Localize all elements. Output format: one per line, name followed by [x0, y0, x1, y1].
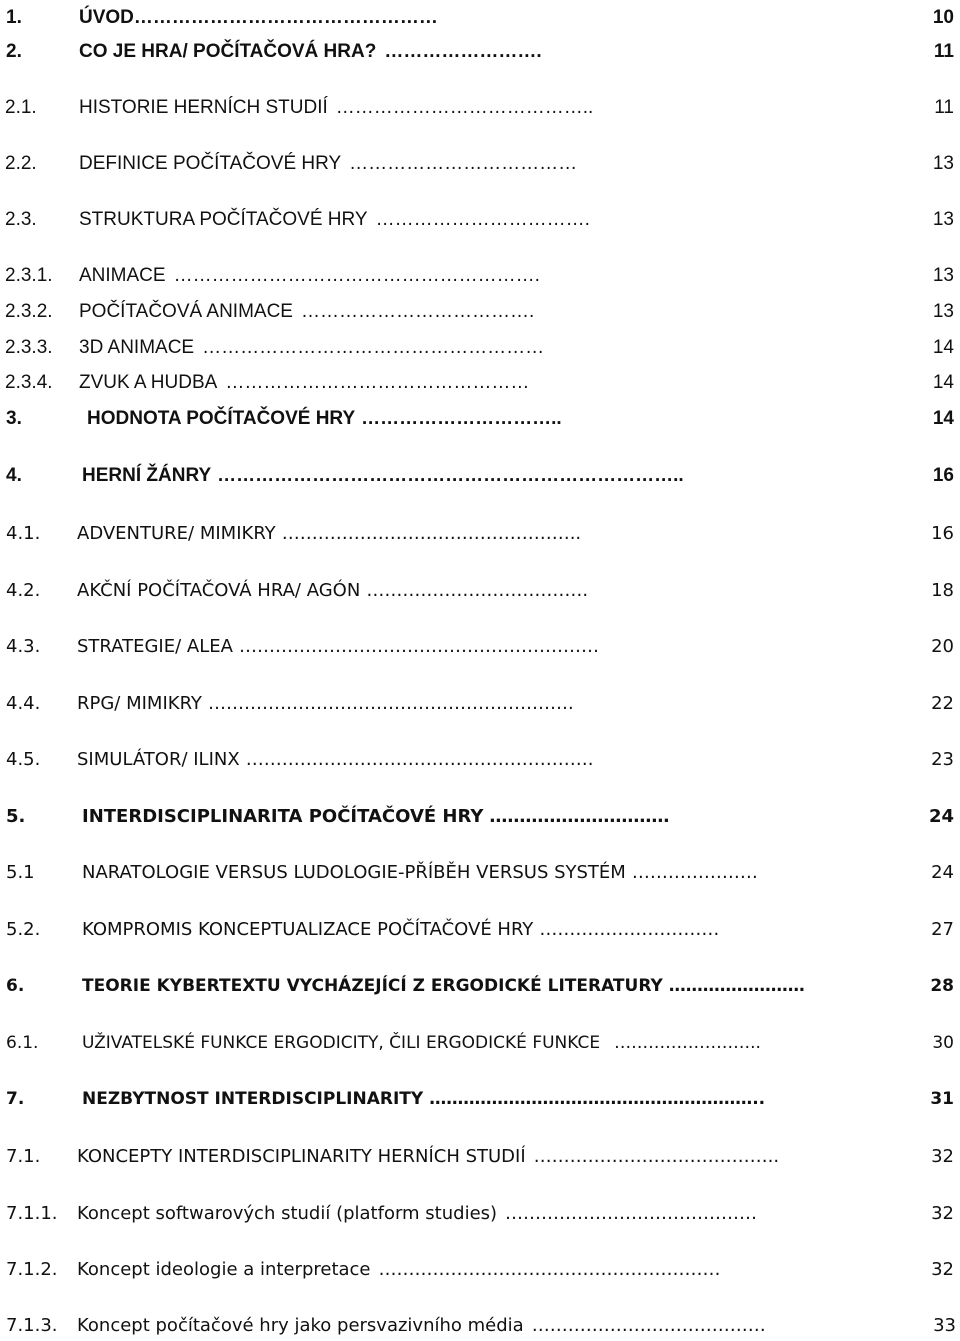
toc-entry-leader: …………………………………	[531, 1314, 766, 1336]
toc-entry-page: 22	[931, 692, 954, 714]
toc-entry-leader: …………………………..	[361, 408, 562, 429]
toc-entry-21[interactable]	[0, 1028, 960, 1058]
toc-entry-number: 4.4.	[6, 692, 41, 714]
toc-entry-number: 2.2.	[5, 153, 37, 174]
toc-entry-leader: ……………………………………………………	[238, 635, 599, 657]
toc-entry-15[interactable]	[0, 688, 960, 718]
toc-entry-number: 5.1	[6, 861, 35, 883]
toc-entry-12[interactable]	[0, 518, 960, 548]
toc-entry-page: 32	[931, 1202, 954, 1224]
toc-entry-6[interactable]	[0, 261, 960, 291]
toc-entry-title: SIMULÁTOR/ ILINX	[77, 748, 240, 770]
toc-entry-11[interactable]	[0, 461, 960, 491]
toc-entry-number: 7.	[6, 1089, 25, 1109]
toc-entry-number: 7.1.	[6, 1145, 41, 1167]
toc-entry-leader: …………………………………………………	[378, 1258, 721, 1280]
toc-entry-4[interactable]	[0, 149, 960, 179]
toc-entry-page: 24	[931, 861, 954, 883]
toc-entry-number: 7.1.3.	[6, 1314, 58, 1336]
toc-entry-page: 32	[931, 1258, 954, 1280]
toc-entry-page: 13	[932, 209, 954, 230]
toc-entry-number: 2.3.1.	[5, 265, 53, 286]
toc-entry-19[interactable]	[0, 914, 960, 944]
toc-entry-leader: …………………………………..	[335, 97, 594, 118]
toc-entry-title: CO JE HRA/ POČÍTAČOVÁ HRA?	[79, 41, 377, 62]
toc-entry-page: 13	[932, 265, 954, 286]
toc-entry-22[interactable]	[0, 1084, 960, 1114]
toc-entry-page: 16	[931, 522, 954, 544]
toc-entry-title: ZVUK A HUDBA	[79, 372, 218, 393]
toc-entry-page: 32	[931, 1145, 954, 1167]
toc-entry-7[interactable]	[0, 297, 960, 327]
toc-entry-page: 11	[933, 41, 954, 62]
toc-entry-number: 1.	[6, 7, 22, 28]
toc-entry-title: AKČNÍ POČÍTAČOVÁ HRA/ AGÓN	[77, 579, 361, 601]
toc-entry-title: KOMPROMIS KONCEPTUALIZACE POČÍTAČOVÉ HRY	[82, 918, 534, 940]
toc-entry-title: Koncept softwarových studií (platform studies)	[77, 1202, 498, 1224]
toc-entry-title: NEZBYTNOST INTERDISCIPLINARITY	[82, 1089, 424, 1109]
toc-entry-number: 2.3.4.	[5, 372, 53, 393]
toc-entry-17[interactable]	[0, 801, 960, 831]
toc-entry-page: 16	[932, 465, 954, 486]
toc-entry-page: 13	[932, 301, 954, 322]
toc-entry-number: 2.3.2.	[5, 301, 53, 322]
toc-entry-25[interactable]	[0, 1254, 960, 1284]
toc-entry-18[interactable]	[0, 857, 960, 887]
toc-entry-title: INTERDISCIPLINARITA POČÍTAČOVÉ HRY	[82, 805, 484, 827]
toc-entry-leader: …………………………………………………..	[429, 1089, 766, 1109]
toc-entry-page: 10	[932, 7, 954, 28]
toc-entry-13[interactable]	[0, 575, 960, 605]
toc-entry-leader: ………………………………………………………………..	[217, 465, 684, 486]
toc-entry-title: STRUKTURA POČÍTAČOVÉ HRY	[79, 209, 368, 230]
toc-entry-title: STRATEGIE/ ALEA	[77, 635, 233, 657]
toc-entry-number: 2.1.	[5, 97, 37, 118]
toc-entry-leader: …………………………	[489, 805, 670, 827]
toc-entry-title: Koncept ideologie a interpretace	[77, 1258, 371, 1280]
toc-entry-16[interactable]	[0, 744, 960, 774]
toc-entry-number: 5.	[6, 805, 26, 827]
toc-entry-number: 2.	[6, 41, 22, 62]
toc-entry-number: 3.	[6, 408, 22, 429]
toc-entry-leader: ………………………………………………….	[245, 748, 594, 770]
toc-entry-leader: …………………………….	[375, 209, 590, 230]
toc-entry-number: 4.1.	[6, 522, 41, 544]
toc-entry-number: 2.3.3.	[5, 337, 53, 358]
toc-entry-8[interactable]	[0, 333, 960, 363]
toc-entry-page: 14	[932, 372, 954, 393]
toc-entry-20[interactable]	[0, 971, 960, 1001]
toc-entry-leader: ……………………..	[614, 1033, 761, 1053]
toc-entry-page: 14	[932, 408, 954, 429]
toc-entry-title: 3D ANIMACE	[79, 337, 195, 358]
toc-entry-page: 27	[931, 918, 954, 940]
toc-entry-1[interactable]	[0, 3, 960, 33]
toc-entry-leader: ……………………………………	[505, 1202, 758, 1224]
toc-entry-14[interactable]	[0, 631, 960, 661]
toc-entry-leader: …………………….	[384, 41, 542, 62]
toc-entry-title: UŽIVATELSKÉ FUNKCE ERGODICITY, ČILI ERGODICKÉ FUNKCE	[82, 1033, 601, 1053]
toc-entry-title: ADVENTURE/ MIMIKRY	[77, 522, 276, 544]
toc-entry-26[interactable]	[0, 1310, 960, 1340]
toc-entry-leader: ………………………………	[349, 153, 578, 174]
toc-entry-page: 13	[932, 153, 954, 174]
toc-entry-9[interactable]	[0, 368, 960, 398]
toc-entry-page: 14	[932, 337, 954, 358]
toc-entry-leader: …………………………………………………….	[207, 692, 574, 714]
toc-entry-leader: …………………………………………	[225, 372, 530, 393]
toc-entry-number: 4.3.	[6, 635, 41, 657]
toc-entry-23[interactable]	[0, 1141, 960, 1171]
toc-entry-leader: ……………………………….	[300, 301, 535, 322]
toc-entry-5[interactable]	[0, 205, 960, 235]
toc-entry-leader: …………………………………………..	[281, 522, 582, 544]
toc-entry-3[interactable]	[0, 93, 960, 123]
toc-entry-page: 11	[934, 97, 954, 118]
toc-entry-number: 6.	[6, 976, 25, 996]
toc-entry-leader: …………………………	[539, 918, 720, 940]
toc-entry-page: 20	[931, 635, 954, 657]
toc-entry-10[interactable]	[0, 404, 960, 434]
toc-entry-leader: ………………………………………………	[202, 337, 545, 358]
toc-entry-page: 24	[928, 805, 954, 827]
toc-entry-title: POČÍTAČOVÁ ANIMACE	[79, 301, 293, 322]
toc-entry-title: Koncept počítačové hry jako persvazivního média	[77, 1314, 524, 1336]
toc-entry-page: 31	[930, 1089, 954, 1109]
toc-entry-number: 6.1.	[6, 1033, 39, 1053]
toc-entry-page: 18	[931, 579, 954, 601]
toc-entry-page: 23	[931, 748, 954, 770]
toc-entry-page: 28	[930, 976, 954, 996]
toc-entry-title: HODNOTA POČÍTAČOVÉ HRY	[87, 408, 356, 429]
toc-entry-title: HERNÍ ŽÁNRY	[82, 465, 212, 486]
toc-entry-leader: ……………………………….	[366, 579, 589, 601]
toc-entry-title: ÚVOD	[79, 7, 134, 28]
toc-entry-leader: ………………………………………………….	[173, 265, 540, 286]
toc-entry-title: RPG/ MIMIKRY	[77, 692, 202, 714]
toc-entry-page: 30	[932, 1033, 954, 1053]
toc-entry-title: HISTORIE HERNÍCH STUDIÍ	[79, 97, 328, 118]
toc-entry-title: DEFINICE POČÍTAČOVÉ HRY	[79, 153, 342, 174]
toc-entry-number: 4.	[6, 465, 22, 486]
toc-entry-leader: …………………………………..	[533, 1145, 780, 1167]
toc-entry-number: 4.2.	[6, 579, 41, 601]
toc-entry-2[interactable]	[0, 37, 960, 67]
toc-entry-number: 5.2.	[6, 918, 41, 940]
toc-entry-number: 2.3.	[5, 209, 37, 230]
toc-entry-leader: …………………	[631, 861, 758, 883]
toc-entry-title: TEORIE KYBERTEXTU VYCHÁZEJÍCÍ Z ERGODICKÉ LITERATURY	[82, 976, 663, 996]
toc-entry-24[interactable]	[0, 1198, 960, 1228]
toc-entry-page: 33	[933, 1314, 956, 1336]
toc-entry-number: 7.1.2.	[6, 1258, 58, 1280]
toc-entry-title: NARATOLOGIE VERSUS LUDOLOGIE-PŘÍBĚH VERSUS SYSTÉM	[82, 861, 626, 883]
toc-entry-leader: ……………………	[668, 976, 805, 996]
toc-entry-leader: …………………………………………	[133, 7, 438, 28]
toc-entry-title: KONCEPTY INTERDISCIPLINARITY HERNÍCH STUDIÍ	[77, 1145, 526, 1167]
toc-entry-number: 4.5.	[6, 748, 41, 770]
toc-entry-number: 7.1.1.	[6, 1202, 58, 1224]
toc-entry-title: ANIMACE	[79, 265, 166, 286]
